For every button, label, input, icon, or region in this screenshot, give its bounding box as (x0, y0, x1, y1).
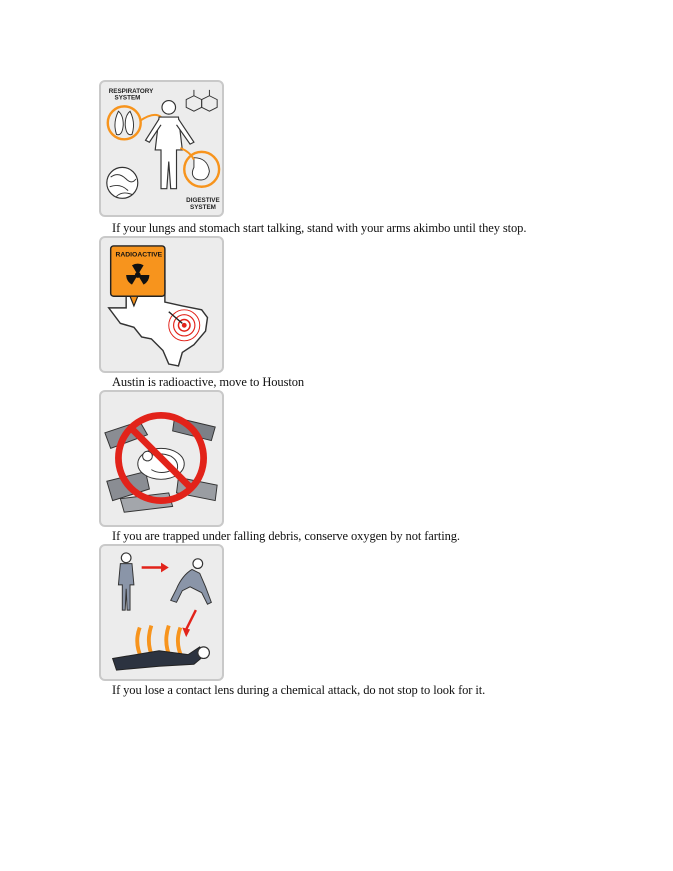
digestive-label-line1: DIGESTIVE (186, 197, 220, 205)
body-systems-illustration (99, 80, 224, 217)
respiratory-label-line1: RESPIRATORY (108, 87, 154, 95)
radioactive-texas-illustration (99, 236, 224, 373)
illustration-panel-debris (99, 390, 224, 527)
contact-lens-illustration (99, 544, 224, 681)
radioactive-sign-label: RADIOACTIVE (115, 251, 163, 259)
illustration-panel-radioactive-texas (99, 236, 224, 373)
digestive-label-line2: SYSTEM (190, 204, 216, 211)
caption-contact-lens: If you lose a contact lens during a chemical attack, do not stop to look for it. (112, 683, 486, 697)
illustration-panel-contact-lens (99, 544, 224, 681)
caption-radioactive-texas: Austin is radioactive, move to Houston (112, 375, 305, 389)
caption-body-systems: If your lungs and stomach start talking, stand with your arms akimbo until they stop. (112, 221, 527, 235)
caption-debris: If you are trapped under falling debris, conserve oxygen by not farting. (112, 529, 460, 543)
illustration-panel-body-systems (99, 80, 224, 217)
debris-illustration (99, 390, 224, 527)
respiratory-label-line2: SYSTEM (114, 94, 141, 102)
